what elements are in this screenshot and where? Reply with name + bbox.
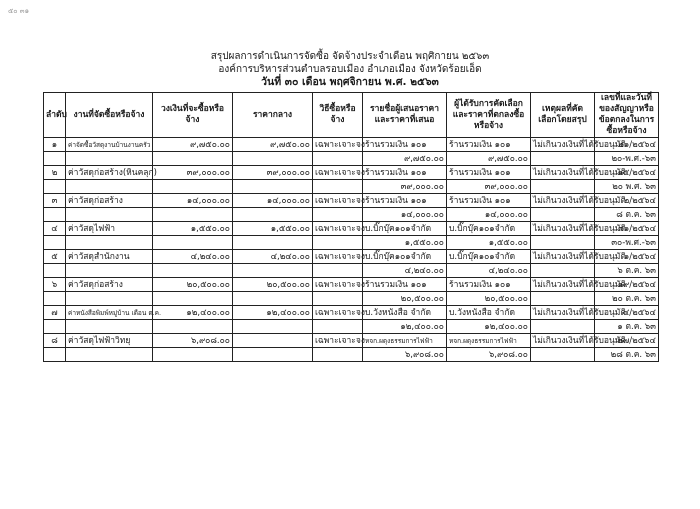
method-cell: เฉพาะเจาะจง: [313, 306, 363, 320]
empty-cell: [233, 348, 313, 362]
col-header-median: ราคากลาง: [233, 93, 313, 138]
table-row: [44, 138, 659, 152]
empty-cell: [44, 348, 66, 362]
empty-cell: [313, 152, 363, 166]
row-number: ๗: [44, 306, 66, 320]
bid-price-cell: ๔,๒๔๐.๐๐: [363, 264, 447, 278]
bid-price-cell: ๙,๗๕๐.๐๐: [363, 152, 447, 166]
empty-cell: [531, 292, 595, 306]
empty-cell: [66, 236, 153, 250]
table-body: [44, 138, 659, 362]
bidder-cell: ร้านรวมเงิน ๑๐๑: [363, 194, 447, 208]
budget-cell: ๑,๕๕๐.๐๐: [153, 222, 233, 236]
winner-cell: บ.บิ๊กบุ๊ค๑๐๑จำกัด: [447, 250, 531, 264]
table-row-price: [44, 292, 659, 306]
contract-date-cell: ๘ ต.ค. ๖๓: [595, 208, 659, 222]
contract-no-cell: ๑/๒๕๖๔: [595, 250, 659, 264]
reason-cell: ไม่เกินวงเงินที่ได้รับอนุมัติ: [531, 138, 595, 152]
empty-cell: [153, 208, 233, 222]
bidder-cell: ร้านรวมเงิน ๑๐๑: [363, 278, 447, 292]
empty-cell: [66, 152, 153, 166]
corner-note: ๕๐ ๓๑: [8, 7, 30, 15]
table-row: [44, 250, 659, 264]
empty-cell: [531, 152, 595, 166]
empty-cell: [153, 236, 233, 250]
reason-cell: ไม่เกินวงเงินที่ได้รับอนุมัติ: [531, 222, 595, 236]
table-row-price: [44, 320, 659, 334]
contract-date-cell: ๒๐-พ.ศ.-๖๓: [595, 152, 659, 166]
empty-cell: [44, 236, 66, 250]
win-price-cell: ๒๐,๕๐๐.๐๐: [447, 292, 531, 306]
table-header-row: [44, 93, 659, 138]
empty-cell: [153, 264, 233, 278]
bidder-cell: บ.บิ๊กบุ๊ค๑๐๑จำกัด: [363, 250, 447, 264]
procurement-table: [43, 92, 659, 362]
row-number: ๓: [44, 194, 66, 208]
empty-cell: [233, 208, 313, 222]
empty-cell: [153, 180, 233, 194]
budget-cell: ๙,๗๕๐.๐๐: [153, 138, 233, 152]
empty-cell: [313, 180, 363, 194]
method-cell: เฉพาะเจาะจง: [313, 278, 363, 292]
col-header-method: วิธีซื้อหรือจ้าง: [313, 93, 363, 138]
table-row: [44, 166, 659, 180]
winner-cell: ร้านรวมเงิน ๑๐๑: [447, 194, 531, 208]
method-cell: เฉพาะเจาะจง: [313, 250, 363, 264]
contract-no-cell: ๑๙/๒๕๖๔: [595, 278, 659, 292]
item-cell: ค่าจัดซื้อวัสดุงานบ้านงานครัว: [66, 138, 153, 152]
median-price-cell: ๒๐,๕๐๐.๐๐: [233, 278, 313, 292]
col-header-bidders: รายชื่อผู้เสนอราคาและราคาที่เสนอ: [363, 93, 447, 138]
table-row-price: [44, 236, 659, 250]
contract-no-cell: ๑๕/๒๕๖๔: [595, 166, 659, 180]
item-cell: ค่าหนังสือพิมพ์หมู่บ้าน เดือน ต.ค.: [66, 306, 153, 320]
winner-cell: บ.บิ๊กบุ๊ค๑๐๑จำกัด: [447, 222, 531, 236]
method-cell: เฉพาะเจาะจง: [313, 138, 363, 152]
reason-cell: ไม่เกินวงเงินที่ได้รับอนุมัติ: [531, 306, 595, 320]
win-price-cell: ๔,๒๔๐.๐๐: [447, 264, 531, 278]
winner-cell: หจก.ผดุงธรรมการไฟฟ้า: [447, 334, 531, 348]
empty-cell: [233, 264, 313, 278]
empty-cell: [531, 348, 595, 362]
empty-cell: [233, 152, 313, 166]
median-price-cell: ๓๙,๐๐๐.๐๐: [233, 166, 313, 180]
empty-cell: [233, 236, 313, 250]
empty-cell: [44, 264, 66, 278]
contract-date-cell: ๒๐ พ.ศ. ๖๓: [595, 180, 659, 194]
item-cell: ค่าวัสดุไฟฟ้า: [66, 222, 153, 236]
col-header-no: ลำดับ: [44, 93, 66, 138]
empty-cell: [531, 180, 595, 194]
reason-cell: ไม่เกินวงเงินที่ได้รับอนุมัติ: [531, 278, 595, 292]
row-number: ๖: [44, 278, 66, 292]
table-row: [44, 194, 659, 208]
empty-cell: [313, 348, 363, 362]
budget-cell: ๖,๙๐๘.๐๐: [153, 334, 233, 348]
winner-cell: ร้านรวมเงิน ๑๐๑: [447, 138, 531, 152]
budget-cell: ๔,๒๔๐.๐๐: [153, 250, 233, 264]
item-cell: ค่าวัสดุก่อสร้าง: [66, 278, 153, 292]
empty-cell: [66, 264, 153, 278]
title-line-3: วันที่ ๓๐ เดือน พฤศจิกายน พ.ศ. ๒๕๖๓: [261, 76, 439, 88]
contract-no-cell: ๔/๒๕๖๔: [595, 306, 659, 320]
empty-cell: [313, 292, 363, 306]
table-row-price: [44, 152, 659, 166]
item-cell: ค่าวัสดุสำนักงาน: [66, 250, 153, 264]
empty-cell: [313, 236, 363, 250]
win-price-cell: ๑,๕๕๐.๐๐: [447, 236, 531, 250]
contract-date-cell: ๒๘ ต.ค. ๖๓: [595, 348, 659, 362]
empty-cell: [66, 180, 153, 194]
contract-no-cell: ๒๗/๒๕๖๔: [595, 334, 659, 348]
median-price-cell: [233, 334, 313, 348]
item-cell: ค่าวัสดุก่อสร้าง(หินคลุก): [66, 166, 153, 180]
empty-cell: [531, 320, 595, 334]
table-row-price: [44, 180, 659, 194]
winner-cell: บ.วังหนังสือ จำกัด: [447, 306, 531, 320]
empty-cell: [531, 236, 595, 250]
budget-cell: ๓๙,๐๐๐.๐๐: [153, 166, 233, 180]
table-row-price: [44, 348, 659, 362]
median-price-cell: ๙,๗๕๐.๐๐: [233, 138, 313, 152]
bid-price-cell: ๒๐,๕๐๐.๐๐: [363, 292, 447, 306]
bid-price-cell: ๓๙,๐๐๐.๐๐: [363, 180, 447, 194]
col-header-item: งานที่จัดซื้อหรือจ้าง: [66, 93, 153, 138]
empty-cell: [313, 208, 363, 222]
empty-cell: [44, 320, 66, 334]
empty-cell: [313, 264, 363, 278]
row-number: ๘: [44, 334, 66, 348]
item-cell: ค่าวัสดุไฟฟ้าวิทยุ: [66, 334, 153, 348]
method-cell: เฉพาะเจาะจง: [313, 334, 363, 348]
row-number: ๑: [44, 138, 66, 152]
bidder-cell: ร้านรวมเงิน ๑๐๑: [363, 138, 447, 152]
empty-cell: [233, 320, 313, 334]
empty-cell: [313, 320, 363, 334]
col-header-winner: ผู้ได้รับการคัดเลือกและราคาที่ตกลงซื้อหรือจ้าง: [447, 93, 531, 138]
win-price-cell: ๑๔,๐๐๐.๐๐: [447, 208, 531, 222]
method-cell: เฉพาะเจาะจง: [313, 166, 363, 180]
empty-cell: [153, 152, 233, 166]
item-cell: ค่าวัสดุก่อสร้าง: [66, 194, 153, 208]
empty-cell: [44, 208, 66, 222]
reason-cell: ไม่เกินวงเงินที่ได้รับอนุมัติ: [531, 166, 595, 180]
median-price-cell: ๑,๕๕๐.๐๐: [233, 222, 313, 236]
winner-cell: ร้านรวมเงิน ๑๐๑: [447, 278, 531, 292]
empty-cell: [531, 208, 595, 222]
empty-cell: [44, 152, 66, 166]
table-row-price: [44, 208, 659, 222]
bid-price-cell: ๑๔,๐๐๐.๐๐: [363, 208, 447, 222]
empty-cell: [44, 180, 66, 194]
col-header-reason: เหตุผลที่คัดเลือกโดยสรุป: [531, 93, 595, 138]
method-cell: เฉพาะเจาะจง: [313, 194, 363, 208]
contract-no-cell: ๒/๒๕๖๔: [595, 194, 659, 208]
win-price-cell: ๙,๗๕๐.๐๐: [447, 152, 531, 166]
bid-price-cell: ๖,๙๐๘.๐๐: [363, 348, 447, 362]
method-cell: เฉพาะเจาะจง: [313, 222, 363, 236]
table-row-price: [44, 264, 659, 278]
table-row: [44, 278, 659, 292]
win-price-cell: ๑๒,๔๐๐.๐๐: [447, 320, 531, 334]
reason-cell: ไม่เกินวงเงินที่ได้รับอนุมัติ: [531, 334, 595, 348]
bid-price-cell: ๑๒,๔๐๐.๐๐: [363, 320, 447, 334]
title-line-2: องค์การบริหารส่วนตำบลรอบเมือง อำเภอเมือง จังหวัดร้อยเอ็ด: [218, 64, 482, 75]
empty-cell: [66, 320, 153, 334]
row-number: ๔: [44, 222, 66, 236]
table-row: [44, 306, 659, 320]
col-header-budget: วงเงินที่จะซื้อหรือจ้าง: [153, 93, 233, 138]
empty-cell: [66, 292, 153, 306]
budget-cell: ๑๔,๐๐๐.๐๐: [153, 194, 233, 208]
empty-cell: [531, 264, 595, 278]
empty-cell: [153, 320, 233, 334]
median-price-cell: ๑๔,๐๐๐.๐๐: [233, 194, 313, 208]
contract-no-cell: ๓๑/๒๕๖๔: [595, 222, 659, 236]
empty-cell: [233, 292, 313, 306]
contract-date-cell: ๓๐-พ.ศ.-๖๓: [595, 236, 659, 250]
win-price-cell: ๖,๙๐๘.๐๐: [447, 348, 531, 362]
budget-cell: ๒๐,๕๐๐.๐๐: [153, 278, 233, 292]
bidder-cell: ร้านรวมเงิน ๑๐๑: [363, 166, 447, 180]
contract-date-cell: ๒๐ ต.ค. ๖๓: [595, 292, 659, 306]
empty-cell: [153, 292, 233, 306]
contract-date-cell: ๑ ต.ค. ๖๓: [595, 320, 659, 334]
row-number: ๒: [44, 166, 66, 180]
contract-no-cell: ๒๑/๒๕๖๔: [595, 138, 659, 152]
bid-price-cell: ๑,๕๕๐.๐๐: [363, 236, 447, 250]
budget-cell: ๑๒,๔๐๐.๐๐: [153, 306, 233, 320]
empty-cell: [44, 292, 66, 306]
empty-cell: [153, 348, 233, 362]
empty-cell: [233, 180, 313, 194]
contract-date-cell: ๖ ต.ค. ๖๓: [595, 264, 659, 278]
title-line-1: สรุปผลการดำเนินการจัดซื้อ จัดจ้างประจำเดือน พฤศิกายน ๒๕๖๓: [210, 51, 490, 62]
table-row: [44, 222, 659, 236]
reason-cell: ไม่เกินวงเงินที่ได้รับอนุมัติ: [531, 250, 595, 264]
bidder-cell: บ.บิ๊กบุ๊ค๑๐๑จำกัด: [363, 222, 447, 236]
row-number: ๕: [44, 250, 66, 264]
bidder-cell: หจก.ผดุงธรรมการไฟฟ้า: [363, 334, 447, 348]
bidder-cell: บ.วังหนังสือ จำกัด: [363, 306, 447, 320]
win-price-cell: ๓๙,๐๐๐.๐๐: [447, 180, 531, 194]
empty-cell: [66, 348, 153, 362]
col-header-contract: เลขที่และวันที่ของสัญญาหรือข้อตกลงในการซื้อหรือจ้าง: [595, 93, 659, 138]
empty-cell: [66, 208, 153, 222]
median-price-cell: ๔,๒๔๐.๐๐: [233, 250, 313, 264]
winner-cell: ร้านรวมเงิน ๑๐๑: [447, 166, 531, 180]
reason-cell: ไม่เกินวงเงินที่ได้รับอนุมัติ: [531, 194, 595, 208]
table-row: [44, 334, 659, 348]
median-price-cell: ๑๒,๔๐๐.๐๐: [233, 306, 313, 320]
document-header: [0, 50, 700, 89]
